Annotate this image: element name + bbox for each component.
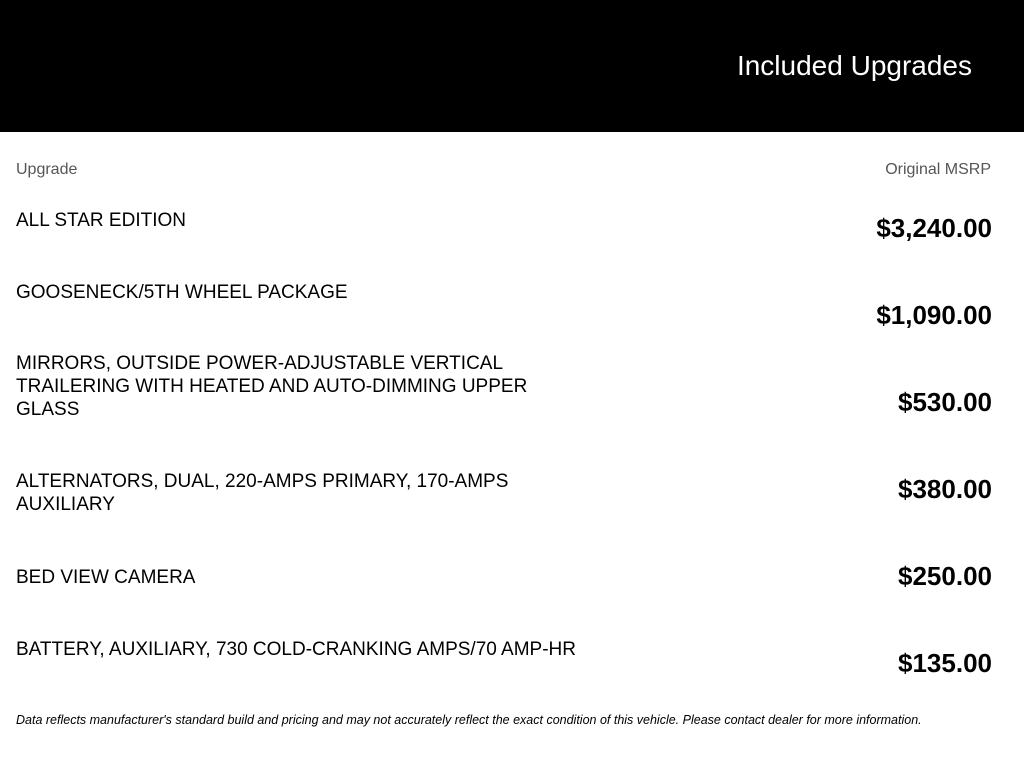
upgrade-price: $250.00 — [898, 561, 992, 591]
upgrade-name: GOOSENECK/5TH WHEEL PACKAGE — [16, 282, 348, 303]
upgrade-name: MIRRORS, OUTSIDE POWER-ADJUSTABLE VERTICAL TRAILERING WITH HEATED AND AUTO-DIMMING UPPER GLASS — [16, 353, 528, 420]
column-header-upgrade: Upgrade — [16, 161, 78, 178]
upgrade-price: $3,240.00 — [876, 213, 992, 243]
upgrade-name: BED VIEW CAMERA — [16, 567, 196, 588]
upgrade-price: $135.00 — [898, 648, 992, 678]
upgrade-price: $530.00 — [898, 387, 992, 417]
header-banner — [0, 0, 1024, 132]
upgrade-name: ALL STAR EDITION — [16, 210, 186, 231]
upgrade-name: BATTERY, AUXILIARY, 730 COLD-CRANKING AMPS/70 AMP-HR — [16, 639, 576, 660]
upgrade-price: $1,090.00 — [876, 300, 992, 330]
disclaimer-text: Data reflects manufacturer's standard build and pricing and may not accurately reflect the exact condition of this vehicle. Please contact dealer for more information. — [16, 713, 922, 727]
upgrade-price: $380.00 — [898, 474, 992, 504]
column-header-msrp: Original MSRP — [885, 161, 991, 178]
upgrade-name: ALTERNATORS, DUAL, 220-AMPS PRIMARY, 170-AMPS AUXILIARY — [16, 471, 509, 515]
page-title: Included Upgrades — [736, 50, 972, 81]
